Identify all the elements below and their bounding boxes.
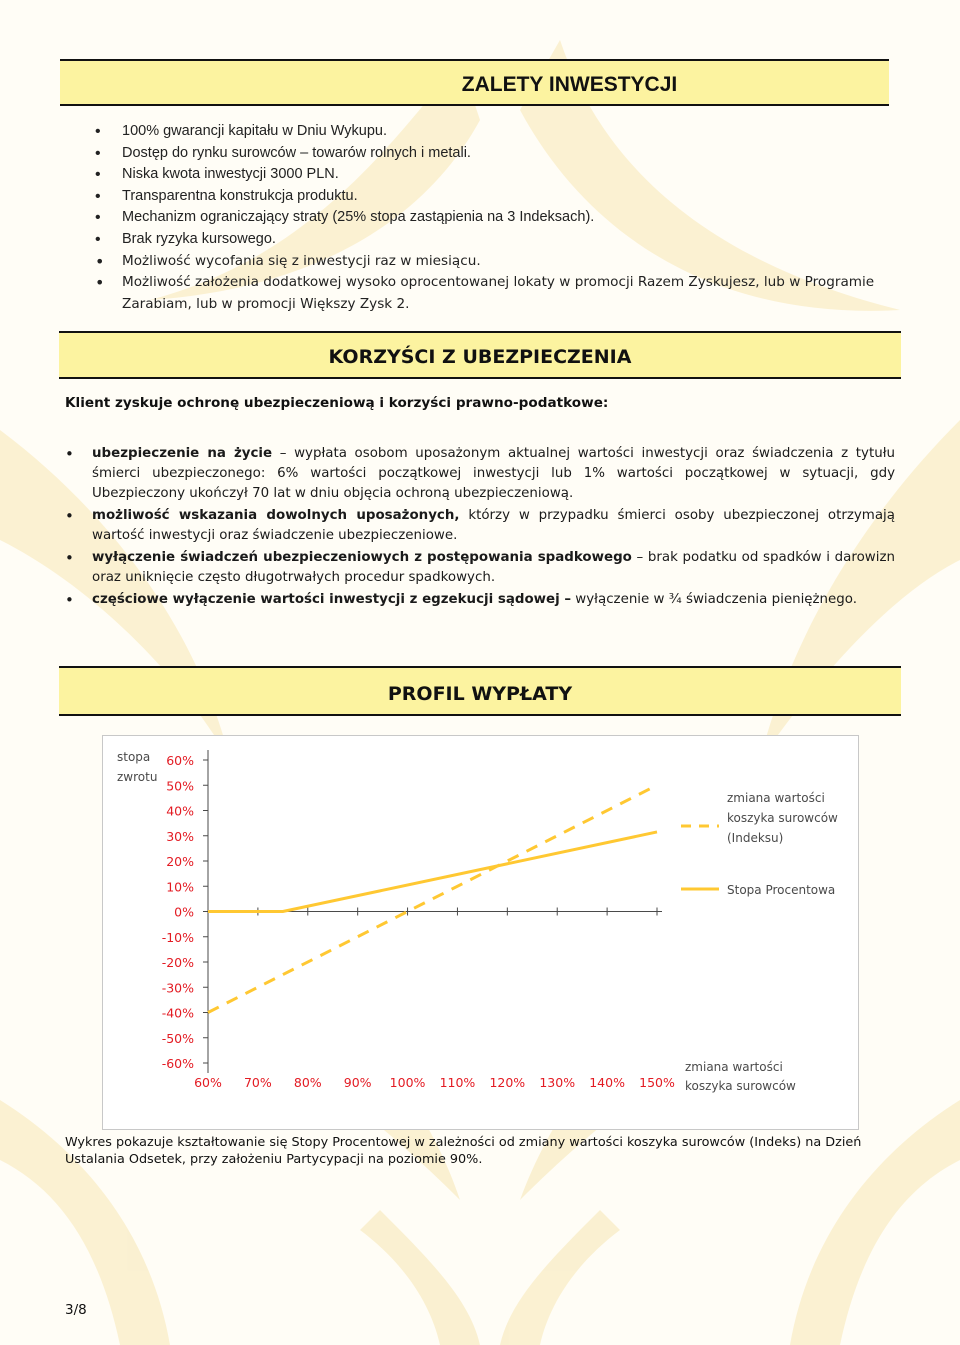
x-tick-label: 100% — [389, 1075, 426, 1090]
y-axis-label: stopa — [117, 750, 151, 764]
y-tick-label: 60% — [166, 753, 194, 768]
benefit-heading: wyłączenie świadczeń ubezpieczeniowych z postępowania spadkowego — [92, 550, 632, 565]
page-number: 3/8 — [65, 1302, 87, 1318]
list-item: • Brak ryzyka kursowego. — [95, 229, 895, 251]
benefit-heading: ubezpieczenie na życie — [92, 446, 273, 461]
y-tick-label: -50% — [161, 1030, 194, 1046]
benefit-heading: możliwość wskazania dowolnych uposażonych, — [92, 508, 460, 523]
y-tick-label: 40% — [166, 803, 194, 819]
series-line-rate — [208, 832, 657, 912]
y-tick-label: 30% — [166, 828, 194, 844]
x-tick-label: 150% — [639, 1075, 675, 1090]
section-title-zalety: ZALETY INWESTYCJI — [60, 59, 889, 106]
y-tick-label: 10% — [166, 879, 194, 895]
x-tick-label: 90% — [343, 1075, 372, 1090]
benefit-text: – brak podatku od spadków i darowizn oraz uniknięcie często długotrwałych procedur spadkowych. — [92, 550, 895, 585]
section-title-korzysci: KORZYŚCI Z UBEZPIECZENIA — [59, 331, 901, 379]
chart-caption: Wykres pokazuje kształtowanie się Stopy Procentowej w zależności od zmiany wartości koszyka surowców (Indeks) na Dzień Ustalania Odsetek, przy założeniu Partycypacji na poziomie 90%. — [65, 1135, 862, 1167]
y-axis-label: zwrotu — [117, 770, 158, 784]
payout-chart — [102, 735, 859, 1130]
x-axis-label: zmiana wartości — [685, 1060, 783, 1074]
x-axis-label: koszyka surowców — [685, 1079, 796, 1093]
list-item — [65, 548, 895, 588]
y-tick-label: -20% — [161, 955, 194, 970]
legend-label-index: koszyka surowców — [727, 811, 838, 825]
chart-svg — [103, 736, 858, 1129]
legend-label-rate: Stopa Procentowa — [727, 883, 836, 897]
list-item: • Możliwość założenia dodatkowej wysoko oprocentowanej lokaty w promocji Razem Zyskujesz, lub w Programie Zarabiam, lub w promocji Większy Zysk 2. — [95, 272, 895, 315]
series-line-index — [208, 785, 657, 1012]
list-item — [65, 444, 895, 504]
list-item: • 100% gwarancji kapitału w Dniu Wykupu. — [95, 121, 895, 143]
section-title-profil: PROFIL WYPŁATY — [59, 666, 901, 716]
x-tick-label: 140% — [589, 1075, 625, 1090]
y-tick-label: -10% — [161, 929, 194, 945]
y-tick-label: 20% — [166, 854, 194, 869]
benefit-text: – wypłata osobom uposażonym aktualnej wartości inwestycji oraz świadczenia z tytułu śmierci ubezpieczonego: 6% wartości początkowej inwestycji lub 1% wartości początkowej w sytuacji, gdy Ubezpieczony ukończył 70 lat w dniu objęcia ochroną ubezpieczeniową. — [92, 446, 895, 501]
x-tick-label: 110% — [439, 1075, 476, 1090]
y-tick-label: 50% — [166, 778, 194, 794]
legend-label-index: zmiana wartości — [727, 791, 825, 805]
y-tick-label: -60% — [161, 1056, 194, 1071]
y-tick-label: -40% — [161, 1005, 194, 1021]
legend-label-index: (Indeksu) — [727, 831, 784, 845]
list-item: • Dostęp do rynku surowców – towarów rolnych i metali. — [95, 143, 895, 165]
advantages-list — [95, 121, 895, 315]
list-item: • Mechanizm ograniczający straty (25% stopa zastąpienia na 3 Indeksach). — [95, 207, 895, 229]
x-tick-label: 130% — [539, 1075, 576, 1090]
list-item — [65, 506, 895, 546]
benefit-text: którzy w przypadku śmierci osoby ubezpieczonej otrzymają wartość inwestycji oraz świadczenie ubezpieczeniowe. — [92, 508, 895, 543]
benefit-heading: częściowe wyłączenie wartości inwestycji z egzekucji sądowej – — [92, 592, 572, 607]
y-tick-label: -30% — [161, 980, 194, 996]
x-tick-label: 80% — [293, 1075, 322, 1090]
list-item: • Transparentna konstrukcja produktu. — [95, 186, 895, 208]
y-tick-label: 0% — [174, 904, 194, 920]
x-tick-label: 70% — [243, 1075, 272, 1090]
x-tick-label: 60% — [194, 1075, 222, 1090]
benefits-intro: Klient zyskuje ochronę ubezpieczeniową i korzyści prawno-podatkowe: — [65, 395, 609, 411]
list-item: • Możliwość wycofania się z inwestycji raz w miesiącu. — [95, 251, 895, 273]
benefits-list — [65, 444, 895, 612]
list-item: • Niska kwota inwestycji 3000 PLN. — [95, 164, 895, 186]
benefit-text: wyłączenie w ¾ świadczenia pieniężnego. — [571, 592, 857, 607]
x-tick-label: 120% — [489, 1075, 526, 1090]
list-item — [65, 590, 895, 610]
